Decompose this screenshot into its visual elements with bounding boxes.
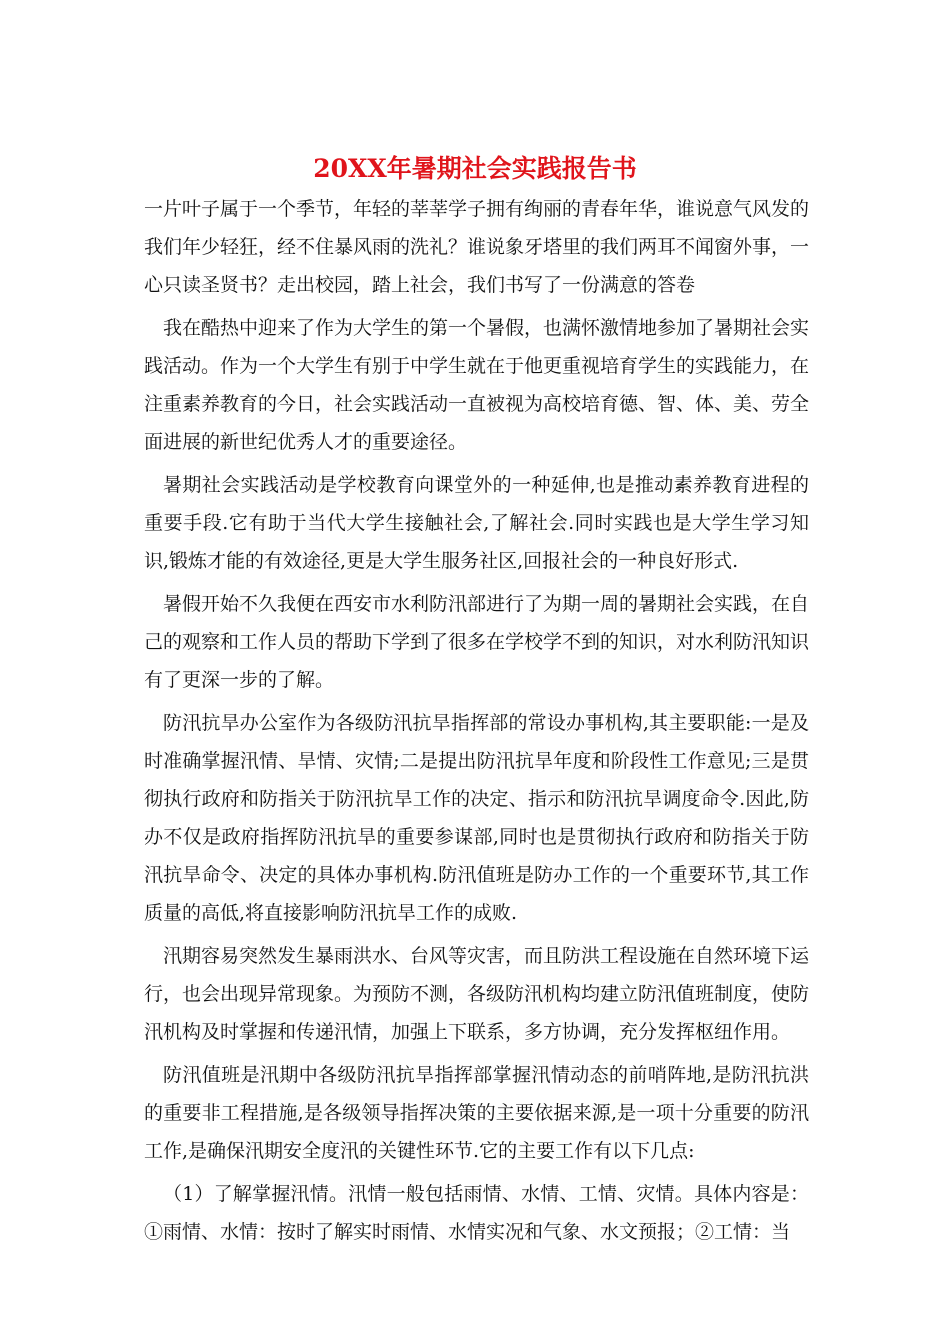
paragraph-intro: 一片叶子属于一个季节，年轻的莘莘学子拥有绚丽的青春年华，谁说意气风发的我们年少轻狂，经不住暴风雨的洗礼？谁说象牙塔里的我们两耳不闻窗外事，一心只读圣贤书？走出校园，踏上社会，我们书写了一份满意的答卷	[144, 198, 810, 296]
paragraph: 防汛值班是汛期中各级防汛抗旱指挥部掌握汛情动态的前哨阵地,是防汛抗洪的重要非工程措施,是各级领导指挥决策的主要依据来源,是一项十分重要的防汛工作,是确保汛期安全度汛的关键性环节.它的主要工作有以下几点:	[144, 1064, 809, 1162]
paragraph: 暑假开始不久我便在西安市水利防汛部进行了为期一周的暑期社会实践，在自己的观察和工作人员的帮助下学到了很多在学校学不到的知识，对水利防汛知识有了更深一步的了解。	[144, 593, 810, 691]
paragraph: （1）了解掌握汛情。汛情一般包括雨情、水情、工情、灾情。具体内容是：①雨情、水情：按时了解实时雨情、水情实况和气象、水文预报；②工情：当	[144, 1183, 809, 1243]
paragraph: 我在酷热中迎来了作为大学生的第一个暑假，也满怀激情地参加了暑期社会实践活动。作为一个大学生有别于中学生就在于他更重视培育学生的实践能力，在注重素养教育的今日，社会实践活动一直被视为高校培育德、智、体、美、劳全面进展的新世纪优秀人才的重要途径。	[144, 317, 810, 453]
document-body	[144, 190, 809, 1256]
paragraph: 汛期容易突然发生暴雨洪水、台风等灾害，而且防洪工程设施在自然环境下运行，也会出现异常现象。为预防不测，各级防汛机构均建立防汛值班制度，使防汛机构及时掌握和传递汛情，加强上下联系，多方协调，充分发挥枢纽作用。	[144, 945, 810, 1043]
paragraph: 暑期社会实践活动是学校教育向课堂外的一种延伸,也是推动素养教育进程的重要手段.它有助于当代大学生接触社会,了解社会.同时实践也是大学生学习知识,锻炼才能的有效途径,更是大学生服务社区,回报社会的一种良好形式.	[144, 474, 809, 572]
document-title: 20XX年暑期社会实践报告书	[313, 154, 637, 183]
paragraph: 防汛抗旱办公室作为各级防汛抗旱指挥部的常设办事机构,其主要职能:一是及时准确掌握汛情、旱情、灾情;二是提出防汛抗旱年度和阶段性工作意见;三是贯彻执行政府和防指关于防汛抗旱工作的决定、指示和防汛抗旱调度命令.因此,防办不仅是政府指挥防汛抗旱的重要参谋部,同时也是贯彻执行政府和防指关于防汛抗旱命令、决定的具体办事机构.防汛值班是防办工作的一个重要环节,其工作质量的高低,将直接影响防汛抗旱工作的成败.	[144, 712, 809, 924]
